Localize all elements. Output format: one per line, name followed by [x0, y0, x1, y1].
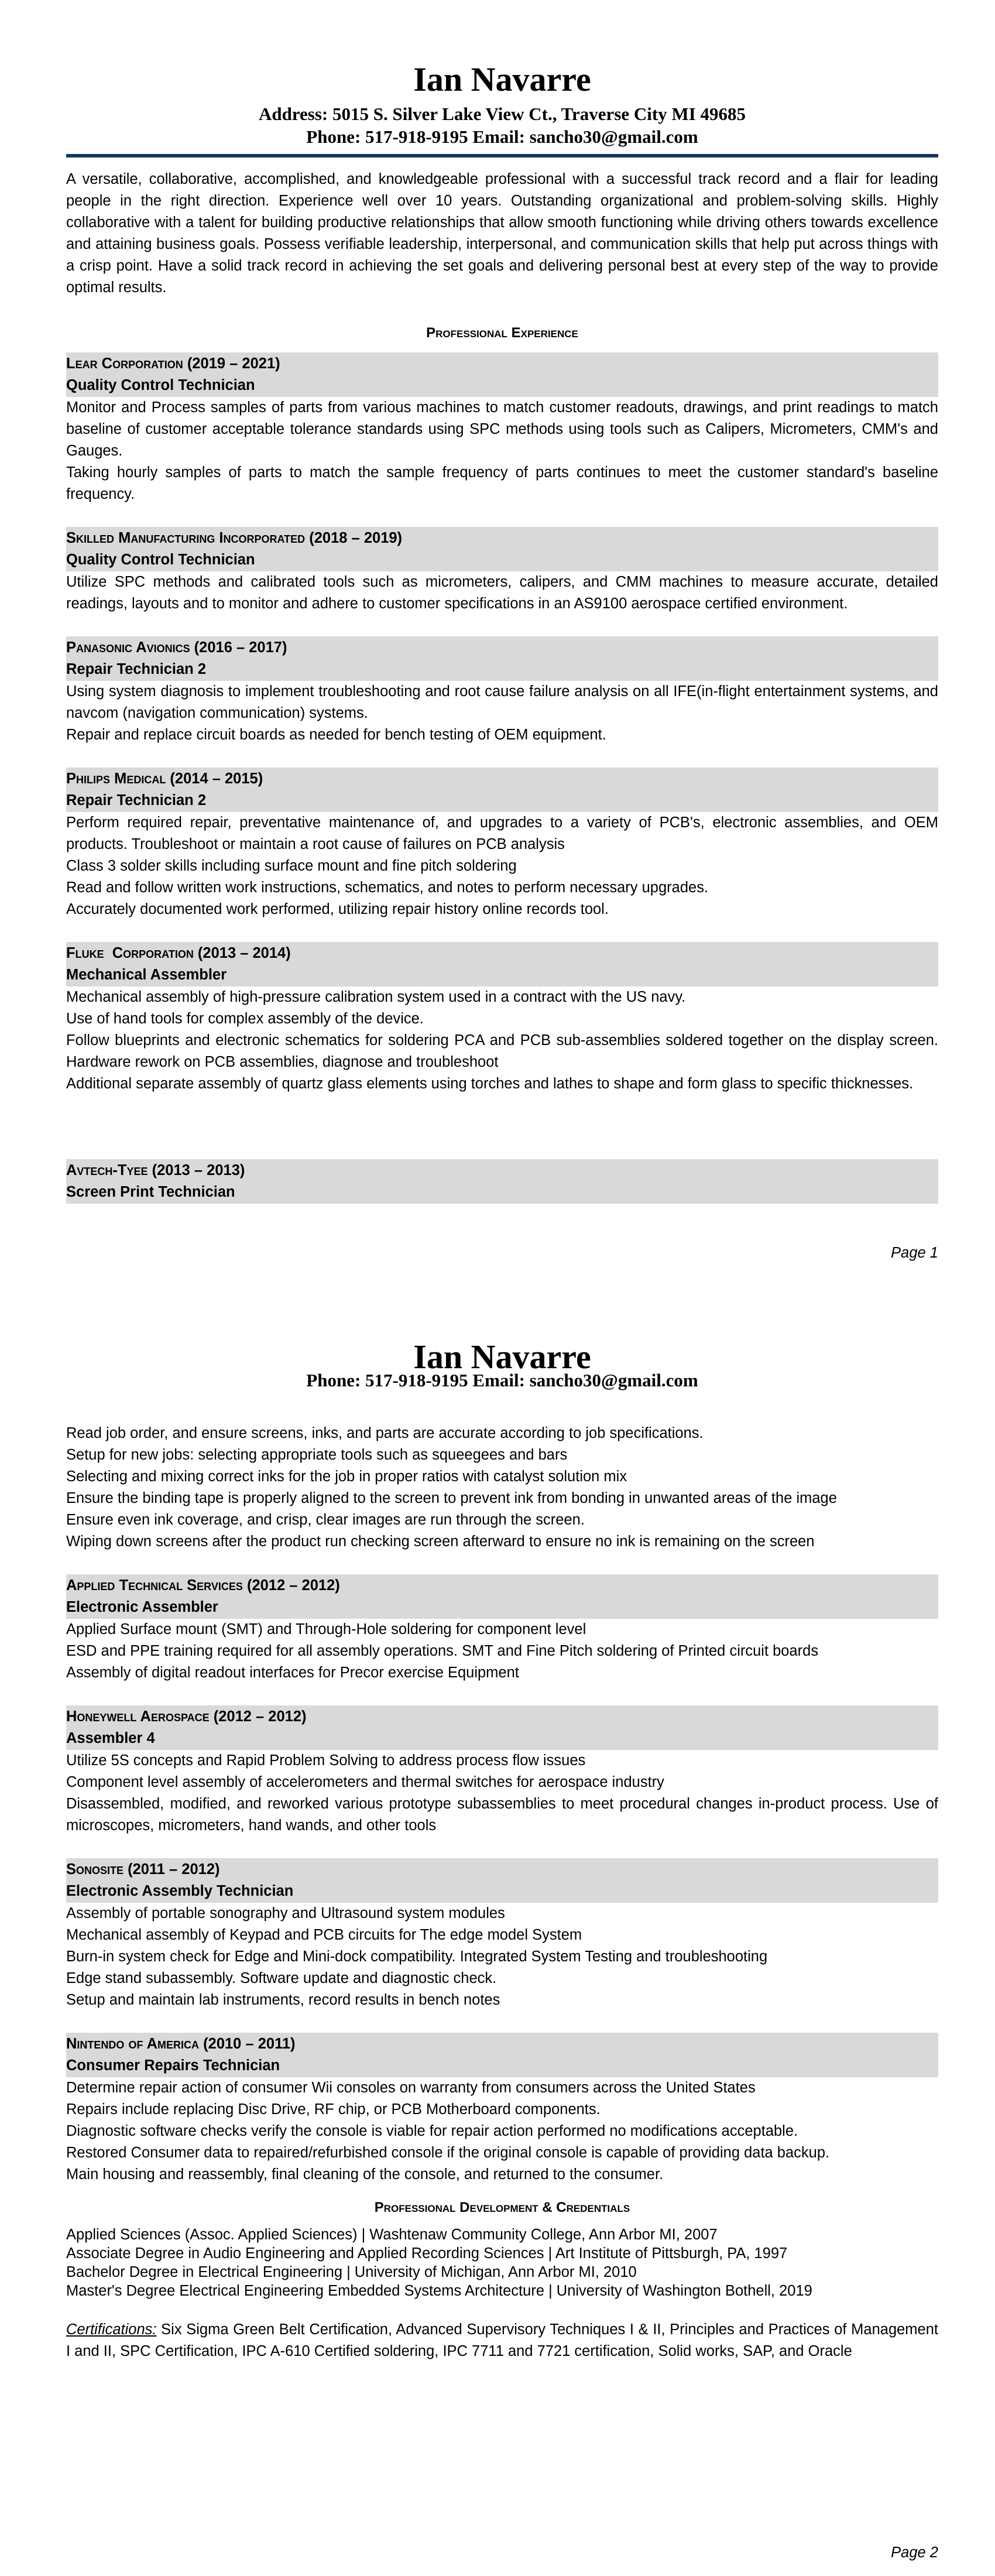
certifications — [66, 2319, 938, 2362]
employment-dates: (2014 – 2015) — [166, 770, 263, 787]
company-name: Avtech-Tyee — [66, 1162, 148, 1179]
job-title: Repair Technician 2 — [66, 792, 207, 809]
page-2-content — [66, 1340, 938, 2362]
candidate-name: Ian Navarre — [413, 1338, 591, 1376]
company-line — [66, 943, 938, 964]
company-line — [66, 1575, 938, 1597]
job-duty: Selecting and mixing correct inks for the job in proper ratios with catalyst solution mix — [66, 1468, 627, 1485]
job-duty: Diagnostic software checks verify the console is viable for repair action performed no modifications acceptable. — [66, 2123, 798, 2139]
job-duty: ESD and PPE training required for all assembly operations. SMT and Fine Pitch soldering of Printed circuit boards — [66, 1643, 819, 1659]
job-entry — [66, 527, 938, 615]
education-list — [66, 2225, 938, 2300]
certifications-label: Certifications: — [66, 2321, 157, 2338]
job-entry — [66, 1159, 938, 1204]
employment-dates: (2013 – 2013) — [147, 1162, 245, 1179]
company-name: Skilled Manufacturing Incorporated — [66, 530, 306, 546]
job-duty: Component level assembly of accelerometers and thermal switches for aerospace industry — [66, 1774, 664, 1790]
job-duty: Using system diagnosis to implement troubleshooting and root cause failure analysis on all IFE(in-flight entertainment systems, and navcom (navigation communication) systems. — [66, 683, 938, 721]
page-number: Page 1 — [891, 1245, 938, 1261]
job-entry — [66, 1574, 938, 1684]
address-line: Address: 5015 S. Silver Lake View Ct., Traverse City MI 49685 — [258, 104, 746, 124]
job-duty: Follow blueprints and electronic schematics for soldering PCA and PCB sub-assemblies soldered together on the display screen. Hardware rework on PCB assemblies, diagnose and troubleshoot — [66, 1032, 938, 1070]
company-line — [66, 1160, 938, 1181]
job-duty: Mechanical assembly of high-pressure calibration system used in a contract with the US navy. — [66, 989, 686, 1005]
job-title: Mechanical Assembler — [66, 967, 227, 983]
company-name: Fluke Corporation — [66, 945, 194, 961]
job-duty: Setup for new jobs: selecting appropriate tools such as squeegees and bars — [66, 1447, 568, 1463]
job-title: Quality Control Technician — [66, 551, 255, 568]
job-duty: Edge stand subassembly. Software update and diagnostic check. — [66, 1970, 497, 1986]
job-duty: Additional separate assembly of quartz glass elements using torches and lathes to shape and form glass to specific thicknesses. — [66, 1075, 914, 1092]
company-line — [66, 1706, 938, 1728]
job-entry — [66, 636, 938, 746]
job-header — [66, 1705, 938, 1750]
job-duty: Read job order, and ensure screens, inks, and parts are accurate according to job specifications. — [66, 1425, 704, 1441]
job-entry — [66, 2033, 938, 2186]
education-item: Master's Degree Electrical Engineering Embedded Systems Architecture | University of Washington Bothell, 2019 — [66, 2283, 812, 2299]
job-duty: Accurately documented work performed, utilizing repair history online records tool. — [66, 901, 609, 917]
job-duty: Main housing and reassembly, final cleaning of the console, and returned to the consumer. — [66, 2166, 664, 2183]
job-duty: Ensure even ink coverage, and crisp, clear images are run through the screen. — [66, 1512, 585, 1528]
job-duty: Monitor and Process samples of parts from various machines to match customer readouts, drawings, and print readings to match baseline of customer acceptable tolerance standards using SPC methods using tools such as Calipers, Micrometers, CMM's and Gauges. — [66, 399, 938, 459]
job-title: Electronic Assembly Technician — [66, 1883, 294, 1899]
page-number: Page 2 — [891, 2544, 938, 2561]
company-line — [66, 637, 938, 659]
job-duty: Taking hourly samples of parts to match the sample frequency of parts continues to meet the customer standard's baseline frequency. — [66, 464, 938, 502]
job-title: Electronic Assembler — [66, 1599, 218, 1615]
company-name: Philips Medical — [66, 770, 166, 787]
experience-list — [66, 352, 938, 1204]
employment-dates: (2016 – 2017) — [190, 639, 287, 656]
employment-dates: (2012 – 2012) — [209, 1708, 307, 1725]
job-header — [66, 352, 938, 397]
job-duty: Assembly of digital readout interfaces for Precor exercise Equipment — [66, 1664, 519, 1681]
continued-job-duties — [66, 1423, 938, 1553]
job-duty: Wiping down screens after the product run checking screen afterward to ensure no ink is remaining on the screen — [66, 1533, 815, 1550]
job-duty: Read and follow written work instructions, schematics, and notes to perform necessary upgrades. — [66, 879, 709, 896]
contact-line: Phone: 517-918-9195 Email: sancho30@gmail.com — [306, 126, 698, 147]
job-entry — [66, 352, 938, 505]
section-title-credentials: Professional Development & Credentials — [374, 2200, 630, 2215]
professional-summary: A versatile, collaborative, accomplished, and knowledgeable professional with a successful track record and a flair for leading people in the right direction. Experience well over 10 years. Outstanding organizational and problem-solving skills. Highly collaborative with a talent for building productive relationships that allow smooth functioning while driving others towards excellence and attaining business goals. Possess verifiable leadership, interpersonal, and communication skills that help put across things with a crisp point. Have a solid track record in achieving the set goals and delivering personal best at every step of the way to provide optimal results. — [66, 171, 938, 296]
job-duty: Burn-in system check for Edge and Mini-dock compatibility. Integrated System Testing and troubleshooting — [66, 1948, 768, 1965]
resume-page-2 — [0, 1288, 995, 2576]
job-duty: Applied Surface mount (SMT) and Through-Hole soldering for component level — [66, 1621, 586, 1638]
job-duty: Class 3 solder skills including surface mount and fine pitch soldering — [66, 858, 517, 874]
job-duty: Utilize 5S concepts and Rapid Problem Solving to address process flow issues — [66, 1752, 586, 1769]
job-header — [66, 2033, 938, 2077]
company-line — [66, 1859, 938, 1880]
employment-dates: (2011 – 2012) — [123, 1861, 220, 1878]
job-header — [66, 942, 938, 986]
job-title: Consumer Repairs Technician — [66, 2057, 280, 2074]
job-duty: Assembly of portable sonography and Ultrasound system modules — [66, 1905, 505, 1921]
company-line — [66, 768, 938, 790]
job-header — [66, 527, 938, 571]
education-item: Bachelor Degree in Electrical Engineering | University of Michigan, Ann Arbor MI, 2010 — [66, 2264, 637, 2280]
job-header — [66, 1858, 938, 1903]
education-item: Applied Sciences (Assoc. Applied Sciences) | Washtenaw Community College, Ann Arbor MI, 2007 — [66, 2226, 718, 2243]
employment-dates: (2019 – 2021) — [183, 355, 280, 372]
job-title: Quality Control Technician — [66, 377, 255, 393]
job-duty: Determine repair action of consumer Wii consoles on warranty from consumers across the United States — [66, 2080, 756, 2096]
section-title-experience: Professional Experience — [426, 325, 578, 341]
company-name: Panasonic Avionics — [66, 639, 190, 656]
job-header — [66, 1574, 938, 1619]
job-duty: Restored Consumer data to repaired/refurbished console if the original console is capable of providing data backup. — [66, 2145, 830, 2161]
job-entry — [66, 768, 938, 920]
job-header — [66, 636, 938, 681]
job-duty: Disassembled, modified, and reworked various prototype subassemblies to meet procedural changes in-product process. Use of microscopes, micrometers, hand wands, and other tools — [66, 1796, 938, 1834]
job-title: Repair Technician 2 — [66, 661, 207, 677]
page-1-content — [66, 59, 938, 1204]
job-entry — [66, 942, 938, 1095]
experience-list — [66, 1574, 938, 2186]
company-line — [66, 353, 938, 375]
job-duty: Perform required repair, preventative maintenance of, and upgrades to a variety of PCB's, electronic assemblies, and OEM products. Troubleshoot or maintain a root cause of failures on PCB analysis — [66, 814, 938, 852]
employment-dates: (2013 – 2014) — [193, 945, 291, 961]
job-header — [66, 768, 938, 812]
job-duty: Repairs include replacing Disc Drive, RF chip, or PCB Motherboard components. — [66, 2101, 601, 2118]
employment-dates: (2018 – 2019) — [305, 530, 403, 546]
job-duty: Utilize SPC methods and calibrated tools such as micrometers, calipers, and CMM machines to measure accurate, detailed readings, layouts and to monitor and adhere to customer specifications in an AS9100 aerospace certified environment. — [66, 574, 938, 612]
job-duty: Repair and replace circuit boards as needed for bench testing of OEM equipment. — [66, 727, 606, 743]
employment-dates: (2012 – 2012) — [242, 1577, 340, 1594]
job-duty: Mechanical assembly of Keypad and PCB circuits for The edge model System — [66, 1927, 582, 1943]
job-header — [66, 1159, 938, 1204]
certifications-text: Six Sigma Green Belt Certification, Advanced Supervisory Techniques I & II, Principles and Practices of Management I and II, SPC Certification, IPC A-610 Certified soldering, IPC 7711 and 7721 certification, Solid works, SAP, and Oracle — [66, 2321, 938, 2359]
job-title: Assembler 4 — [66, 1730, 155, 1746]
company-name: Honeywell Aerospace — [66, 1708, 210, 1725]
job-title: Screen Print Technician — [66, 1184, 235, 1200]
candidate-name: Ian Navarre — [413, 60, 591, 98]
education-item: Associate Degree in Audio Engineering and Applied Recording Sciences | Art Institute of Pittsburgh, PA, 1997 — [66, 2245, 788, 2262]
company-name: Nintendo of America — [66, 2036, 200, 2052]
job-duty: Ensure the binding tape is properly aligned to the screen to prevent ink from bonding in unwanted areas of the image — [66, 1490, 837, 1506]
company-name: Applied Technical Services — [66, 1577, 243, 1594]
company-line — [66, 527, 938, 549]
company-name: Lear Corporation — [66, 355, 183, 372]
job-entry — [66, 1705, 938, 1837]
company-line — [66, 2033, 938, 2055]
employment-dates: (2010 – 2011) — [199, 2036, 296, 2052]
header-divider — [66, 154, 938, 157]
job-entry — [66, 1858, 938, 2011]
job-duty: Use of hand tools for complex assembly of the device. — [66, 1010, 424, 1027]
company-name: Sonosite — [66, 1861, 124, 1878]
job-duty: Setup and maintain lab instruments, record results in bench notes — [66, 1992, 500, 2008]
contact-line: Phone: 517-918-9195 Email: sancho30@gmail.com — [306, 1370, 698, 1390]
